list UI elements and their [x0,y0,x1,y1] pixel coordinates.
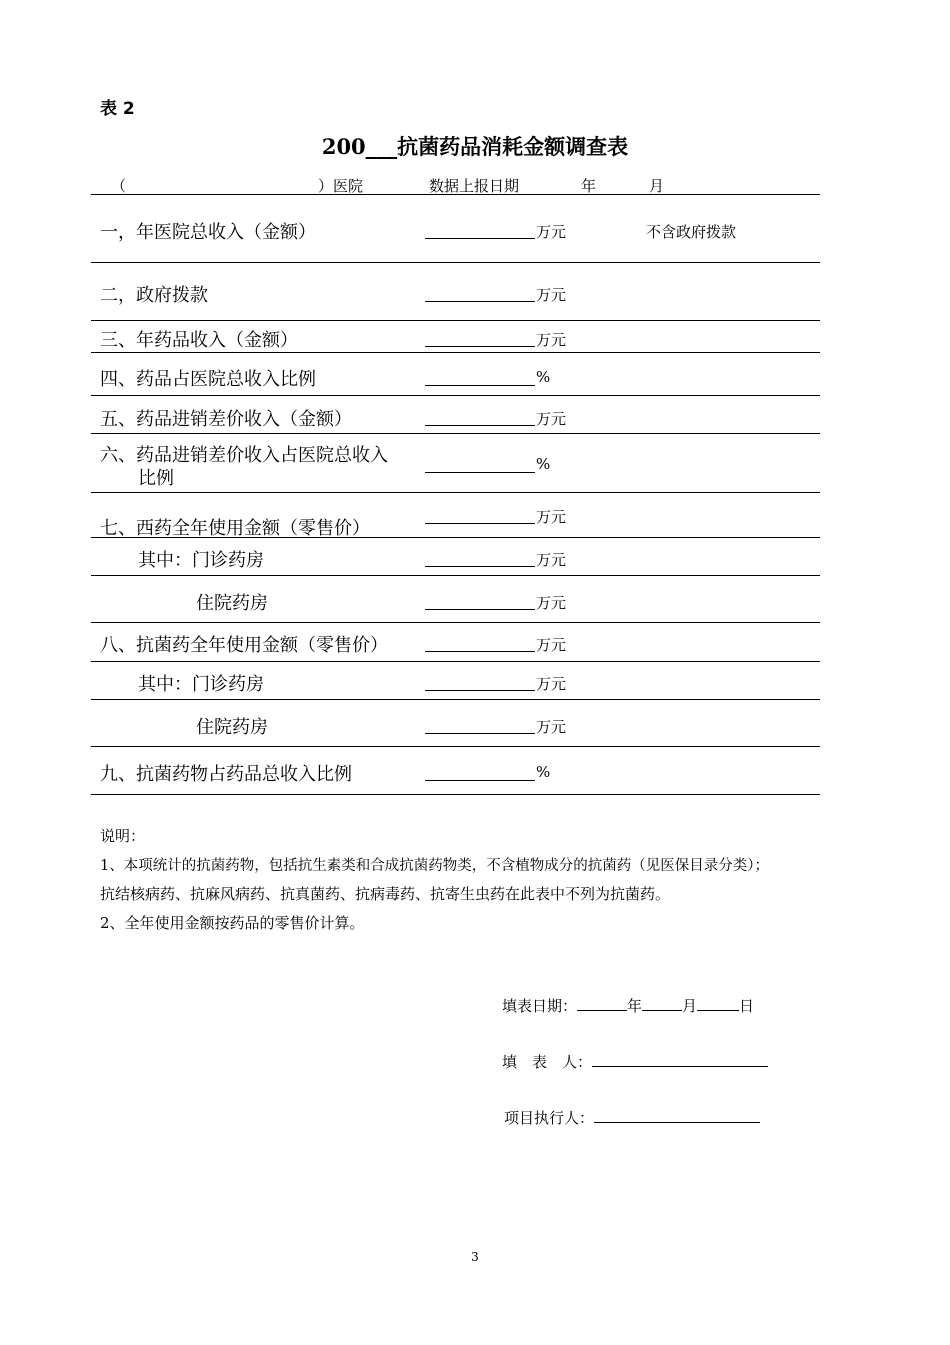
page-title: 200___抗菌药品消耗金额调查表 [321,134,629,159]
row-unit: 万元 [536,331,567,349]
table-tag: 表 2 [100,99,135,119]
row-divider [91,661,820,662]
percent-field[interactable] [425,472,535,473]
row-unit: 万元 [536,286,567,304]
amount-field[interactable] [425,523,535,524]
percent-field[interactable] [425,385,535,386]
rule-bottom [91,794,820,795]
row-unit: 万元 [536,594,567,612]
row-label: 住院药房 [196,593,268,614]
row-unit: % [536,763,551,781]
row-unit: 万元 [536,675,567,693]
row-divider [91,492,820,493]
filler-field[interactable] [592,1050,768,1067]
row-label: 三、年药品收入（金额） [100,330,298,351]
executor-field[interactable] [594,1106,760,1123]
notes-line: 2、全年使用金额按药品的零售价计算。 [100,914,365,932]
report-year: 年 [581,177,597,195]
row-unit: % [536,368,551,386]
executor-label: 项目执行人： [504,1109,595,1127]
page-number: 3 [471,1250,479,1264]
fill-date-label: 填表日期： [502,997,578,1015]
notes-heading: 说明： [100,827,146,845]
fill-month-field[interactable] [642,994,682,1011]
amount-field[interactable] [425,425,535,426]
amount-field[interactable] [425,566,535,567]
hospital-close: ）医院 [318,177,364,195]
row-label: 住院药房 [196,717,268,738]
row-divider [91,575,820,576]
row-note: 不含政府拨款 [646,223,737,241]
row-divider [91,622,820,623]
row-label: 九、抗菌药物占药品总收入比例 [100,764,352,785]
row-label: 其中：门诊药房 [138,674,264,695]
row-label: 八、抗菌药全年使用金额（零售价） [100,635,388,656]
filler-row [502,1050,768,1072]
amount-field[interactable] [425,301,535,302]
percent-field[interactable] [425,780,535,781]
row-divider [91,262,820,263]
fill-month-label: 月 [682,997,698,1015]
rule-top [91,194,820,195]
row-label: 五、药品进销差价收入（金额） [100,409,352,430]
notes-line: 1、本项统计的抗菌药物，包括抗生素类和合成抗菌药物类，不含植物成分的抗菌药（见医保目录分类）； [100,858,769,874]
row-unit: 万元 [536,410,567,428]
row-unit: 万元 [536,718,567,736]
fill-year-field[interactable] [577,994,627,1011]
filler-label: 填 表 人： [502,1053,593,1071]
row-divider [91,395,820,396]
amount-field[interactable] [425,346,535,347]
executor-row [504,1106,760,1128]
amount-field[interactable] [425,651,535,652]
row-label: 其中：门诊药房 [138,550,264,571]
row-label: 四、药品占医院总收入比例 [100,369,316,390]
row-divider [91,320,820,321]
fill-day-label: 日 [739,997,755,1015]
row-label: 二，政府拨款 [100,285,208,306]
fill-day-field[interactable] [697,994,739,1011]
row-unit: 万元 [536,551,567,569]
amount-field[interactable] [425,733,535,734]
row-unit: % [536,455,551,473]
notes-line: 抗结核病药、抗麻风病药、抗真菌药、抗病毒药、抗寄生虫药在此表中不列为抗菌药。 [100,885,671,903]
row-divider [91,699,820,700]
row-label: 六、药品进销差价收入占医院总收入 [100,445,388,466]
report-month: 月 [649,177,665,195]
fill-year-label: 年 [627,997,643,1015]
row-unit: 万元 [536,508,567,526]
amount-field[interactable] [425,690,535,691]
report-date-label: 数据上报日期 [429,177,520,195]
row-unit: 万元 [536,636,567,654]
hospital-open: （ [111,177,127,195]
amount-field[interactable] [425,609,535,610]
fill-date-row [502,994,754,1016]
amount-field[interactable] [425,238,535,239]
row-label: 七、西药全年使用金额（零售价） [100,518,370,539]
row-divider [91,352,820,353]
row-label: 一，年医院总收入（金额） [100,222,316,243]
row-unit: 万元 [536,223,567,241]
row-label-continued: 比例 [138,468,174,489]
row-divider [91,746,820,747]
row-divider [91,433,820,434]
